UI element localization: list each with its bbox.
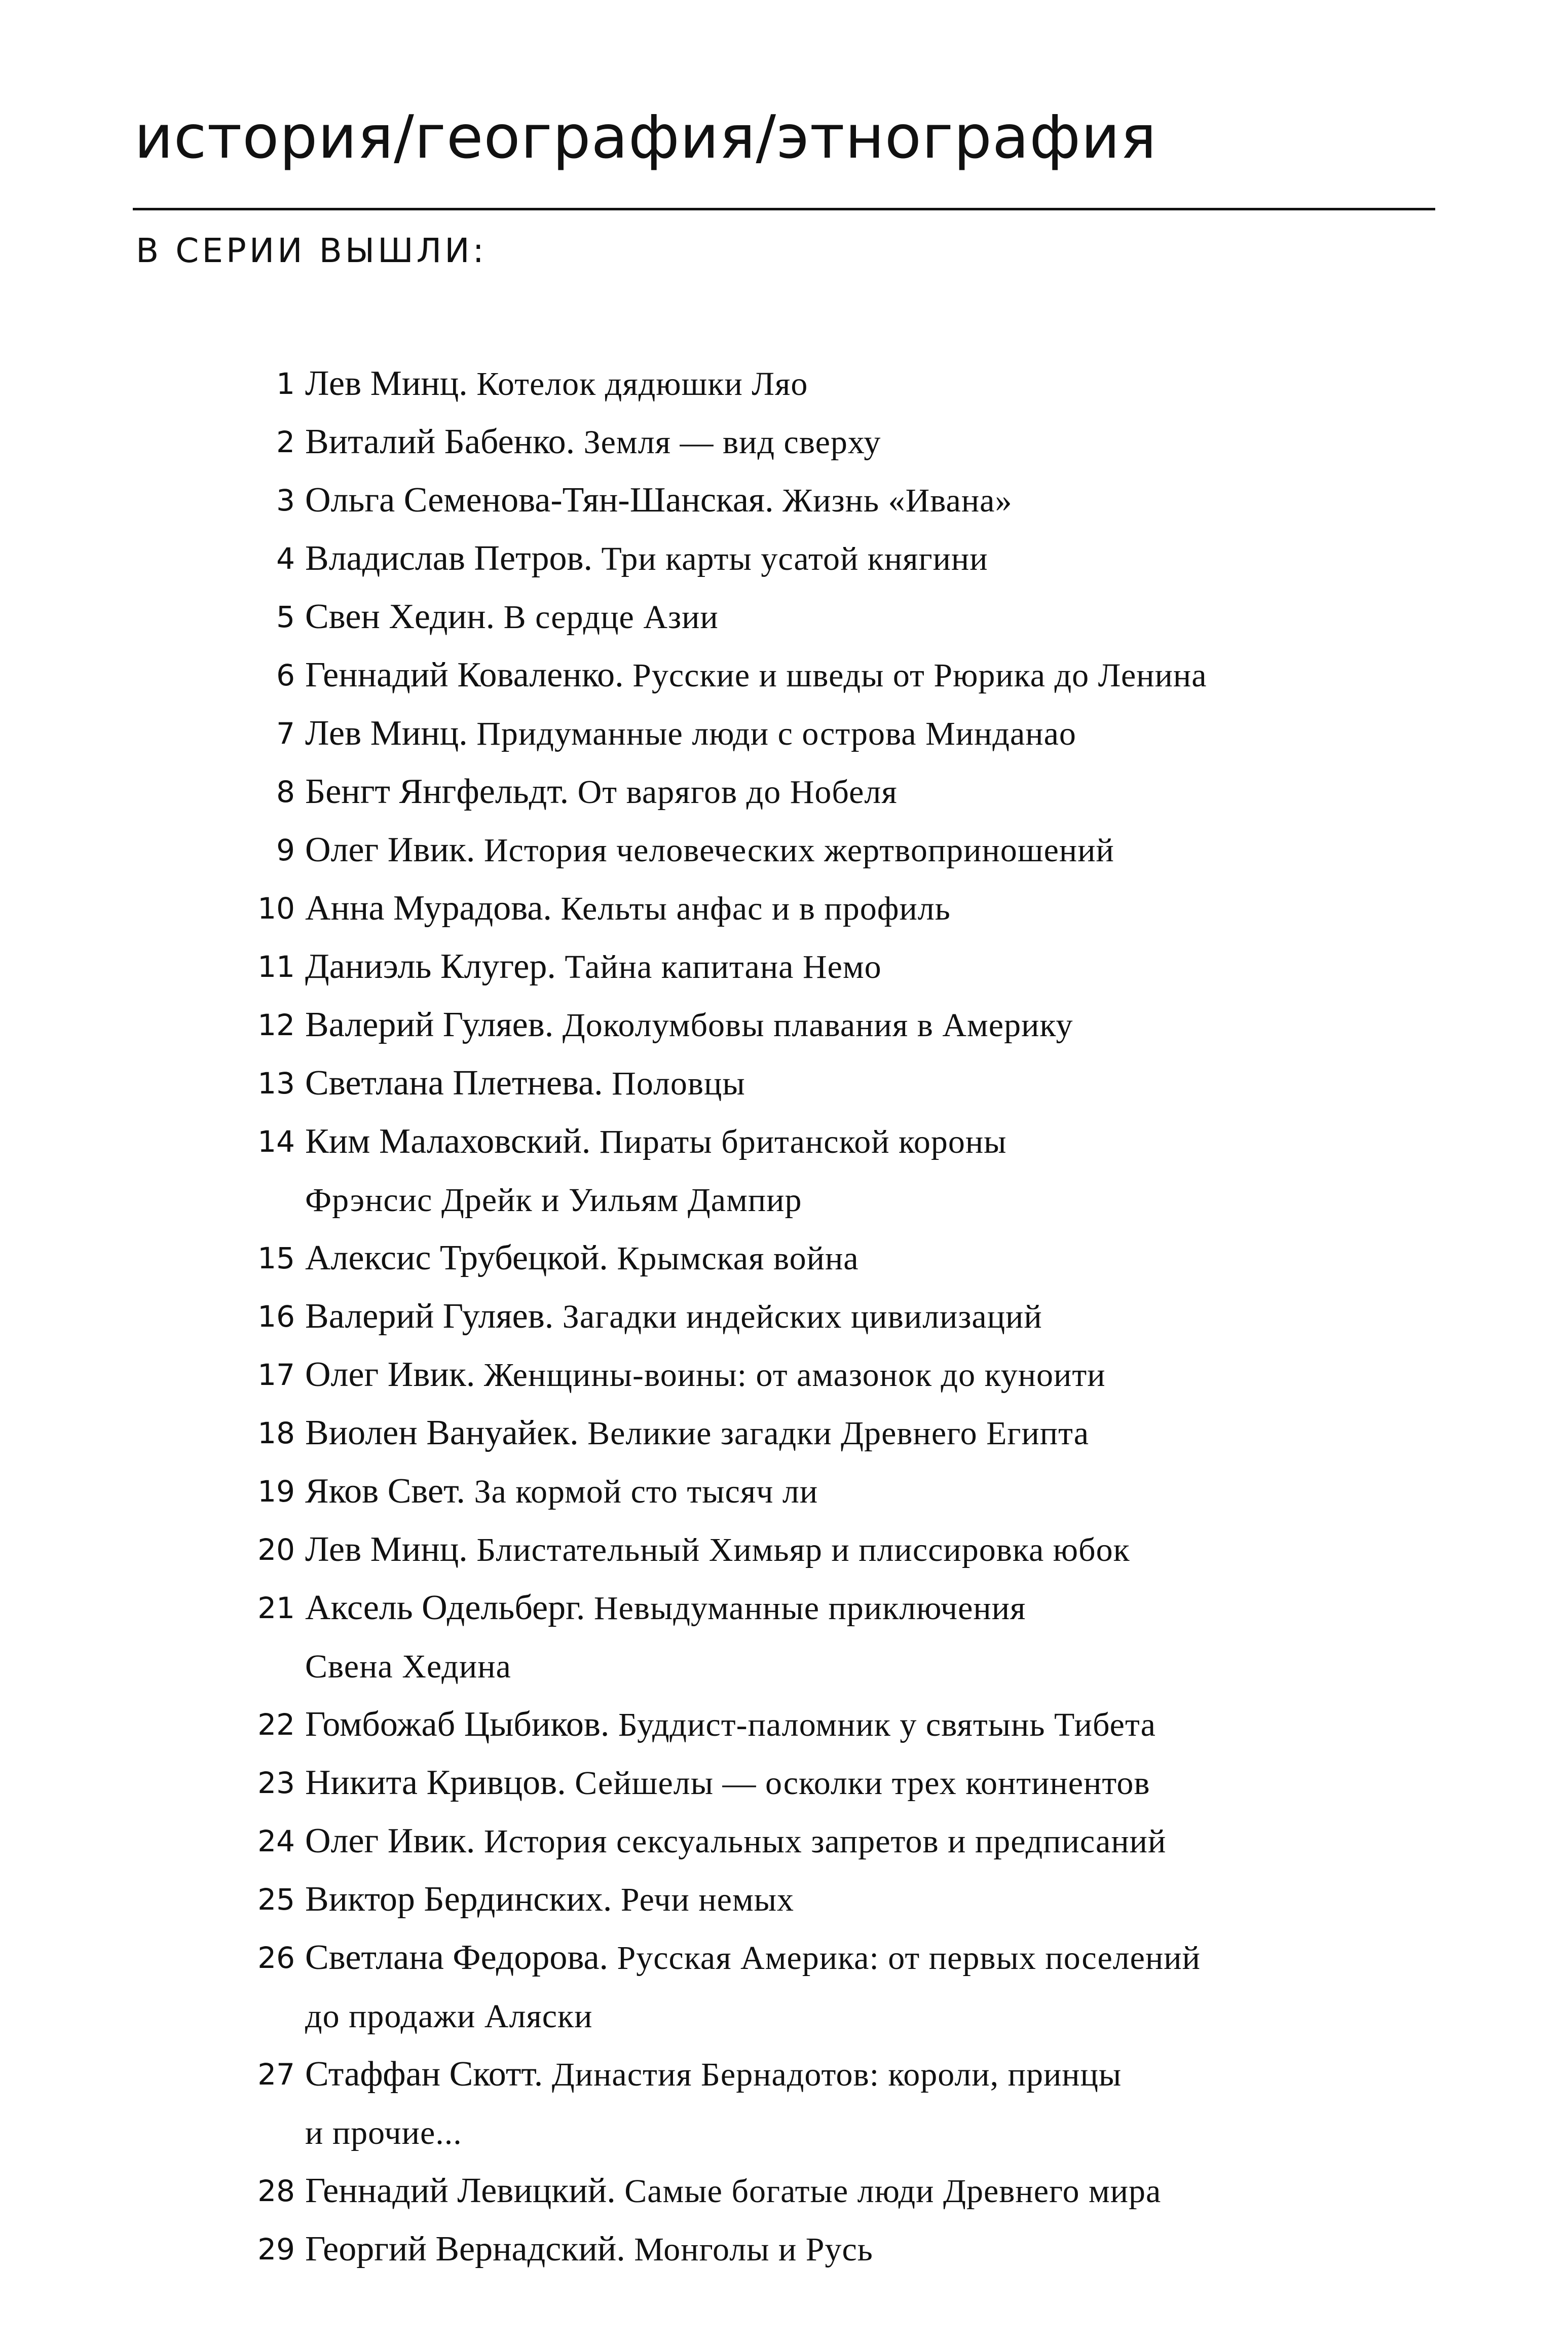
book-title: Загадки индейских цивилизаций — [562, 1298, 1042, 1335]
book-title: Котелок дядюшки Ляо — [476, 366, 808, 403]
book-list-item — [223, 1229, 1449, 1288]
book-entry-line — [305, 355, 1449, 413]
book-list-item — [223, 588, 1449, 646]
book-title: Невыдуманные приключения — [593, 1590, 1026, 1627]
book-entry — [305, 1871, 1449, 1929]
book-author: Олег Ивик. — [305, 1821, 475, 1860]
book-entry-line — [305, 1812, 1449, 1871]
book-author: Даниэль Клугер. — [305, 947, 556, 986]
book-entry — [305, 1288, 1449, 1346]
book-number: 1 — [276, 367, 295, 401]
book-entry-line — [305, 1171, 1449, 1229]
book-title: За кормой сто тысяч ли — [474, 1473, 818, 1510]
book-number: 13 — [257, 1066, 295, 1101]
book-list-item — [223, 646, 1449, 705]
book-author: Гомбожаб Цыбиков. — [305, 1705, 610, 1744]
book-author: Владислав Петров. — [305, 539, 593, 578]
book-title: Доколумбовы плавания в Америку — [562, 1007, 1073, 1044]
book-entry-line — [305, 2045, 1449, 2104]
book-number: 25 — [257, 1882, 295, 1917]
book-entry-line — [305, 413, 1449, 471]
book-entry-line — [305, 646, 1449, 705]
heading-divider — [133, 208, 1435, 210]
book-author: Олег Ивик. — [305, 1355, 475, 1394]
book-entry — [305, 2220, 1449, 2279]
book-list-item — [223, 1054, 1449, 1113]
book-entry — [305, 996, 1449, 1054]
book-entry-line — [305, 1696, 1449, 1754]
book-author: Ольга Семенова-Тян-Шанская. — [305, 481, 774, 520]
book-entry-line — [305, 1637, 1449, 1696]
book-entry — [305, 1229, 1449, 1288]
book-entry-line — [305, 938, 1449, 996]
book-number: 19 — [257, 1474, 295, 1509]
book-title: Свена Хедина — [305, 1648, 511, 1685]
book-entry-line — [305, 1987, 1449, 2045]
book-list-item — [223, 530, 1449, 588]
book-number: 2 — [276, 425, 295, 459]
book-entry-line — [305, 880, 1449, 938]
book-list-item — [223, 1288, 1449, 1346]
book-entry-line — [305, 530, 1449, 588]
book-entry — [305, 763, 1449, 821]
book-list-item — [223, 1754, 1449, 1812]
book-number: 21 — [257, 1591, 295, 1625]
book-title: Династия Бернадотов: короли, принцы — [551, 2056, 1122, 2093]
book-number: 27 — [257, 2057, 295, 2092]
book-entry — [305, 1579, 1449, 1696]
book-list-item — [223, 355, 1449, 413]
book-number: 12 — [257, 1008, 295, 1042]
book-list-item — [223, 1696, 1449, 1754]
book-entry — [305, 705, 1449, 763]
book-author: Анна Мурадова. — [305, 889, 552, 928]
book-number: 6 — [276, 658, 295, 692]
book-title: Блистательный Химьяр и плиссировка юбок — [476, 1531, 1130, 1568]
book-title: Сейшелы — осколки трех континентов — [575, 1765, 1150, 1802]
book-number: 7 — [276, 716, 295, 751]
book-entry — [305, 1696, 1449, 1754]
book-number: 11 — [257, 949, 295, 984]
book-list-item — [223, 1579, 1449, 1696]
book-title: Буддист-паломник у святынь Тибета — [618, 1706, 1156, 1743]
book-title: Женщины-воины: от амазонок до куноити — [483, 1357, 1106, 1394]
book-author: Виолен Вануайек. — [305, 1413, 579, 1452]
book-title: Русская Америка: от первых поселений — [617, 1940, 1201, 1977]
book-entry — [305, 880, 1449, 938]
book-number: 16 — [257, 1299, 295, 1334]
book-entry — [305, 413, 1449, 471]
book-list-item — [223, 880, 1449, 938]
book-entry-line — [305, 1229, 1449, 1288]
book-entry — [305, 1812, 1449, 1871]
book-title: Пираты британской короны — [599, 1123, 1007, 1160]
book-list-item — [223, 1871, 1449, 1929]
book-entry — [305, 588, 1449, 646]
book-title: Фрэнсис Дрейк и Уильям Дампир — [305, 1182, 802, 1219]
book-author: Алексис Трубецкой. — [305, 1238, 608, 1277]
book-list-item — [223, 1929, 1449, 2045]
book-entry — [305, 2045, 1449, 2162]
book-title: и прочие... — [305, 2114, 462, 2151]
book-list-item — [223, 1812, 1449, 1871]
book-author: Лев Минц. — [305, 714, 468, 753]
book-entry-line — [305, 2162, 1449, 2220]
book-list-item — [223, 413, 1449, 471]
book-entry-line — [305, 996, 1449, 1054]
book-number: 4 — [276, 541, 295, 576]
book-title: Монголы и Русь — [634, 2231, 873, 2268]
book-author: Яков Свет. — [305, 1472, 465, 1511]
book-title: Придуманные люди с острова Минданао — [476, 715, 1076, 752]
book-number: 3 — [276, 483, 295, 518]
book-entry-line — [305, 1929, 1449, 1987]
book-title: Самые богатые люди Древнего мира — [624, 2173, 1162, 2210]
book-author: Никита Кривцов. — [305, 1763, 566, 1802]
book-entry-line — [305, 2220, 1449, 2279]
book-entry-line — [305, 1871, 1449, 1929]
book-author: Валерий Гуляев. — [305, 1005, 554, 1044]
book-entry — [305, 1113, 1449, 1229]
book-list-item — [223, 763, 1449, 821]
book-entry-line — [305, 1754, 1449, 1812]
book-title: Тайна капитана Немо — [565, 948, 882, 985]
book-entry-line — [305, 1579, 1449, 1637]
book-entry-line — [305, 1521, 1449, 1579]
book-entry-line — [305, 588, 1449, 646]
book-list-item — [223, 1346, 1449, 1404]
book-entry — [305, 821, 1449, 880]
book-number: 5 — [276, 600, 295, 634]
book-list — [223, 355, 1449, 2279]
book-title: Речи немых — [620, 1881, 795, 1918]
book-author: Свен Хедин. — [305, 597, 495, 636]
book-number: 9 — [276, 833, 295, 867]
book-entry — [305, 1346, 1449, 1404]
book-author: Лев Минц. — [305, 1530, 468, 1569]
book-author: Виталий Бабенко. — [305, 422, 575, 461]
book-number: 14 — [257, 1124, 295, 1159]
book-author: Аксель Одельберг. — [305, 1588, 585, 1627]
book-title: Половцы — [612, 1065, 745, 1102]
book-list-item — [223, 2220, 1449, 2279]
book-list-item — [223, 1113, 1449, 1229]
book-entry-line — [305, 1346, 1449, 1404]
book-number: 24 — [257, 1824, 295, 1858]
book-entry-line — [305, 705, 1449, 763]
book-author: Георгий Вернадский. — [305, 2230, 625, 2269]
book-list-item — [223, 938, 1449, 996]
book-entry-line — [305, 1054, 1449, 1113]
book-entry-line — [305, 1404, 1449, 1463]
book-author: Стаффан Скотт. — [305, 2055, 543, 2094]
series-title: история/география/этнография — [134, 102, 1157, 172]
book-number: 29 — [257, 2232, 295, 2267]
book-entry — [305, 938, 1449, 996]
book-title: Крымская война — [617, 1240, 859, 1277]
published-heading: В СЕРИИ ВЫШЛИ: — [136, 231, 487, 270]
book-author: Олег Ивик. — [305, 830, 475, 869]
book-entry — [305, 646, 1449, 705]
book-author: Ким Малаховский. — [305, 1122, 591, 1161]
book-number: 20 — [257, 1532, 295, 1567]
book-title: В сердце Азии — [503, 599, 719, 636]
book-number: 18 — [257, 1416, 295, 1450]
book-number: 22 — [257, 1707, 295, 1742]
book-author: Геннадий Левицкий. — [305, 2171, 616, 2210]
book-entry-line — [305, 1113, 1449, 1171]
book-list-item — [223, 471, 1449, 530]
book-list-item — [223, 996, 1449, 1054]
book-title: Кельты анфас и в профиль — [561, 890, 951, 927]
book-title: Земля — вид сверху — [583, 424, 881, 461]
book-author: Геннадий Коваленко. — [305, 655, 624, 695]
book-entry — [305, 1754, 1449, 1812]
book-title: Жизнь «Ивана» — [782, 482, 1013, 519]
book-entry — [305, 1521, 1449, 1579]
book-list-item — [223, 2045, 1449, 2162]
book-list-item — [223, 2162, 1449, 2220]
book-entry-line — [305, 1288, 1449, 1346]
book-number: 23 — [257, 1766, 295, 1800]
book-title: Великие загадки Древнего Египта — [587, 1415, 1090, 1452]
book-number: 17 — [257, 1358, 295, 1392]
book-author: Светлана Плетнева. — [305, 1064, 603, 1103]
book-title: Русские и шведы от Рюрика до Ленина — [632, 657, 1207, 694]
book-title: От варягов до Нобеля — [577, 774, 898, 811]
book-number: 26 — [257, 1941, 295, 1975]
book-entry — [305, 355, 1449, 413]
book-entry-line — [305, 821, 1449, 880]
book-entry-line — [305, 763, 1449, 821]
book-entry — [305, 2162, 1449, 2220]
book-number: 15 — [257, 1241, 295, 1275]
book-entry — [305, 1929, 1449, 2045]
book-number: 8 — [276, 775, 295, 809]
book-list-item — [223, 821, 1449, 880]
book-entry — [305, 530, 1449, 588]
book-list-item — [223, 705, 1449, 763]
book-list-item — [223, 1521, 1449, 1579]
book-author: Лев Минц. — [305, 364, 468, 403]
book-list-item — [223, 1463, 1449, 1521]
book-number: 28 — [257, 2174, 295, 2208]
book-entry — [305, 1054, 1449, 1113]
book-number: 10 — [257, 891, 295, 926]
book-title: Три карты усатой княгини — [601, 540, 988, 577]
book-entry — [305, 471, 1449, 530]
book-title: История сексуальных запретов и предписаний — [483, 1823, 1167, 1860]
book-title: до продажи Аляски — [305, 1998, 593, 2035]
book-entry — [305, 1463, 1449, 1521]
book-entry-line — [305, 471, 1449, 530]
book-list-item — [223, 1404, 1449, 1463]
book-author: Бенгт Янгфельдт. — [305, 772, 569, 811]
book-title: История человеческих жертвоприношений — [483, 832, 1114, 869]
book-author: Светлана Федорова. — [305, 1938, 609, 1977]
book-entry-line — [305, 1463, 1449, 1521]
book-entry-line — [305, 2104, 1449, 2162]
book-entry — [305, 1404, 1449, 1463]
book-author: Виктор Бердинских. — [305, 1880, 612, 1919]
book-author: Валерий Гуляев. — [305, 1297, 554, 1336]
